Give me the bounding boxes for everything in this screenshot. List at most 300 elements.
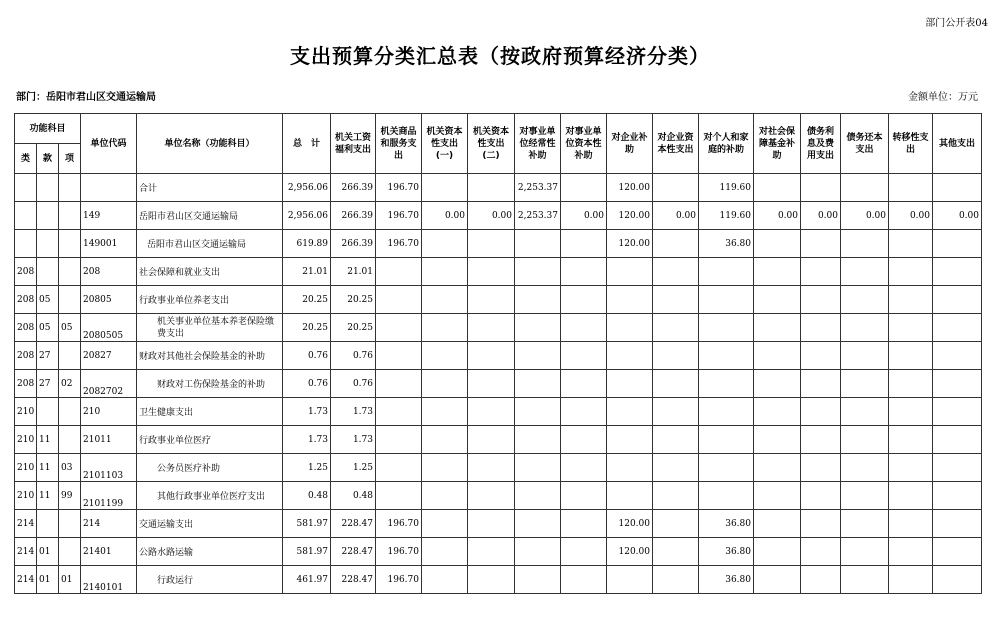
cell-c8 bbox=[653, 454, 699, 482]
cell-c5 bbox=[515, 370, 561, 398]
cell-c9 bbox=[699, 426, 754, 454]
cell-name: 合计 bbox=[137, 174, 283, 202]
cell-total: 2,956.06 bbox=[283, 174, 331, 202]
cell-c12 bbox=[841, 566, 889, 594]
cell-total: 619.89 bbox=[283, 230, 331, 258]
cell-total: 20.25 bbox=[283, 286, 331, 314]
cell-c11 bbox=[801, 342, 841, 370]
cell-c9 bbox=[699, 286, 754, 314]
cell-c11 bbox=[801, 454, 841, 482]
cell-total: 21.01 bbox=[283, 258, 331, 286]
cell-name: 卫生健康支出 bbox=[137, 398, 283, 426]
cell-c1: 0.76 bbox=[331, 342, 376, 370]
cell-c4 bbox=[468, 370, 515, 398]
header-c4: 机关资本性支出(二) bbox=[468, 114, 515, 174]
cell-c13 bbox=[889, 370, 933, 398]
cell-name: 公务员医疗补助 bbox=[137, 454, 283, 482]
cell-c12 bbox=[841, 398, 889, 426]
header-unit-name: 单位名称（功能科目） bbox=[137, 114, 283, 174]
cell-name: 交通运输支出 bbox=[137, 510, 283, 538]
table-row bbox=[15, 342, 982, 370]
cell-c1: 228.47 bbox=[331, 538, 376, 566]
cell-c7: 120.00 bbox=[607, 202, 653, 230]
cell-c14 bbox=[933, 258, 982, 286]
cell-c2: 196.70 bbox=[376, 566, 422, 594]
cell-c8 bbox=[653, 398, 699, 426]
cell-kuan bbox=[37, 510, 59, 538]
cell-c9 bbox=[699, 342, 754, 370]
header-c2: 机关商品和服务支出 bbox=[376, 114, 422, 174]
cell-lei: 208 bbox=[15, 370, 37, 398]
cell-kuan: 27 bbox=[37, 370, 59, 398]
cell-c10 bbox=[754, 286, 801, 314]
cell-c12 bbox=[841, 538, 889, 566]
cell-c7 bbox=[607, 286, 653, 314]
cell-c3 bbox=[422, 566, 468, 594]
cell-c11 bbox=[801, 286, 841, 314]
cell-kuan: 01 bbox=[37, 538, 59, 566]
cell-c10: 0.00 bbox=[754, 202, 801, 230]
header-c13: 转移性支出 bbox=[889, 114, 933, 174]
cell-c14 bbox=[933, 286, 982, 314]
cell-name: 岳阳市君山区交通运输局 bbox=[137, 230, 283, 258]
cell-c11: 0.00 bbox=[801, 202, 841, 230]
cell-c5 bbox=[515, 230, 561, 258]
cell-c8 bbox=[653, 314, 699, 342]
cell-code: 149001 bbox=[81, 230, 137, 258]
cell-total: 0.76 bbox=[283, 370, 331, 398]
page-title: 支出预算分类汇总表（按政府预算经济分类） bbox=[290, 44, 710, 68]
cell-c9: 36.80 bbox=[699, 538, 754, 566]
cell-c13 bbox=[889, 314, 933, 342]
header-unit-code: 单位代码 bbox=[81, 114, 137, 174]
cell-total: 581.97 bbox=[283, 510, 331, 538]
cell-c11 bbox=[801, 426, 841, 454]
cell-c10 bbox=[754, 174, 801, 202]
cell-c2 bbox=[376, 342, 422, 370]
cell-c6 bbox=[561, 286, 607, 314]
cell-c7 bbox=[607, 342, 653, 370]
cell-c11 bbox=[801, 230, 841, 258]
cell-code: 20827 bbox=[81, 342, 137, 370]
cell-c3 bbox=[422, 286, 468, 314]
table-row bbox=[15, 426, 982, 454]
header-c3: 机关资本性支出(一) bbox=[422, 114, 468, 174]
header-lei: 类 bbox=[15, 144, 37, 174]
header-c7: 对企业补助 bbox=[607, 114, 653, 174]
table-row bbox=[15, 314, 982, 342]
cell-c8: 0.00 bbox=[653, 202, 699, 230]
header-c9: 对个人和家庭的补助 bbox=[699, 114, 754, 174]
table-row bbox=[15, 566, 982, 594]
cell-lei: 208 bbox=[15, 286, 37, 314]
cell-c9: 119.60 bbox=[699, 202, 754, 230]
cell-c9: 119.60 bbox=[699, 174, 754, 202]
cell-xiang bbox=[59, 510, 81, 538]
cell-c2 bbox=[376, 370, 422, 398]
cell-c14 bbox=[933, 538, 982, 566]
table-row bbox=[15, 398, 982, 426]
cell-c14 bbox=[933, 566, 982, 594]
cell-c12 bbox=[841, 314, 889, 342]
cell-c13 bbox=[889, 426, 933, 454]
cell-c6 bbox=[561, 370, 607, 398]
header-func-subject: 功能科目 bbox=[15, 114, 81, 144]
cell-c7 bbox=[607, 370, 653, 398]
cell-c6 bbox=[561, 174, 607, 202]
cell-c5: 2,253.37 bbox=[515, 174, 561, 202]
cell-c1: 1.73 bbox=[331, 426, 376, 454]
cell-total: 1.73 bbox=[283, 398, 331, 426]
cell-c5 bbox=[515, 258, 561, 286]
cell-c14 bbox=[933, 230, 982, 258]
cell-c12 bbox=[841, 230, 889, 258]
cell-c10 bbox=[754, 538, 801, 566]
cell-c2 bbox=[376, 258, 422, 286]
cell-c3 bbox=[422, 510, 468, 538]
cell-c3 bbox=[422, 538, 468, 566]
cell-lei bbox=[15, 202, 37, 230]
cell-code: 210 bbox=[81, 398, 137, 426]
cell-c10 bbox=[754, 370, 801, 398]
table-row bbox=[15, 230, 982, 258]
cell-c7 bbox=[607, 454, 653, 482]
cell-lei: 210 bbox=[15, 426, 37, 454]
cell-code: 208 bbox=[81, 258, 137, 286]
cell-kuan: 11 bbox=[37, 426, 59, 454]
cell-c11 bbox=[801, 174, 841, 202]
cell-c14 bbox=[933, 398, 982, 426]
cell-c9: 36.80 bbox=[699, 230, 754, 258]
cell-c2: 196.70 bbox=[376, 510, 422, 538]
cell-c12 bbox=[841, 510, 889, 538]
cell-lei: 210 bbox=[15, 482, 37, 510]
cell-c1: 266.39 bbox=[331, 202, 376, 230]
cell-name: 公路水路运输 bbox=[137, 538, 283, 566]
cell-xiang bbox=[59, 202, 81, 230]
cell-code: 214 bbox=[81, 510, 137, 538]
header-xiang: 项 bbox=[59, 144, 81, 174]
cell-lei bbox=[15, 230, 37, 258]
cell-c11 bbox=[801, 482, 841, 510]
cell-c2: 196.70 bbox=[376, 230, 422, 258]
cell-kuan: 01 bbox=[37, 566, 59, 594]
table-body bbox=[15, 174, 982, 594]
cell-c5 bbox=[515, 342, 561, 370]
cell-c14 bbox=[933, 342, 982, 370]
cell-c8 bbox=[653, 342, 699, 370]
cell-c5 bbox=[515, 426, 561, 454]
cell-c5 bbox=[515, 510, 561, 538]
cell-name: 行政事业单位医疗 bbox=[137, 426, 283, 454]
cell-c1: 0.48 bbox=[331, 482, 376, 510]
cell-c2: 196.70 bbox=[376, 202, 422, 230]
table-row bbox=[15, 370, 982, 398]
cell-c8 bbox=[653, 566, 699, 594]
cell-c10 bbox=[754, 314, 801, 342]
header-c14: 其他支出 bbox=[933, 114, 982, 174]
cell-c6 bbox=[561, 314, 607, 342]
cell-c10 bbox=[754, 426, 801, 454]
cell-c4 bbox=[468, 566, 515, 594]
cell-c14 bbox=[933, 426, 982, 454]
cell-c13 bbox=[889, 230, 933, 258]
header-c10: 对社会保障基金补助 bbox=[754, 114, 801, 174]
cell-c6 bbox=[561, 566, 607, 594]
cell-lei: 214 bbox=[15, 538, 37, 566]
cell-xiang bbox=[59, 258, 81, 286]
cell-c12: 0.00 bbox=[841, 202, 889, 230]
cell-c4 bbox=[468, 286, 515, 314]
cell-lei: 214 bbox=[15, 510, 37, 538]
cell-code bbox=[81, 174, 137, 202]
cell-c4 bbox=[468, 538, 515, 566]
cell-c12 bbox=[841, 174, 889, 202]
cell-c13 bbox=[889, 398, 933, 426]
cell-xiang bbox=[59, 342, 81, 370]
cell-c7: 120.00 bbox=[607, 174, 653, 202]
cell-c1: 228.47 bbox=[331, 566, 376, 594]
cell-c14 bbox=[933, 174, 982, 202]
cell-c9 bbox=[699, 398, 754, 426]
cell-c3 bbox=[422, 258, 468, 286]
cell-c7 bbox=[607, 314, 653, 342]
cell-c11 bbox=[801, 258, 841, 286]
cell-c9: 36.80 bbox=[699, 566, 754, 594]
cell-total: 20.25 bbox=[283, 314, 331, 342]
cell-c10 bbox=[754, 258, 801, 286]
cell-c13 bbox=[889, 342, 933, 370]
cell-c11 bbox=[801, 314, 841, 342]
cell-c8 bbox=[653, 426, 699, 454]
cell-c8 bbox=[653, 510, 699, 538]
cell-c1: 266.39 bbox=[331, 230, 376, 258]
cell-c11 bbox=[801, 566, 841, 594]
table-row bbox=[15, 174, 982, 202]
cell-c3 bbox=[422, 482, 468, 510]
cell-c2 bbox=[376, 426, 422, 454]
cell-c4 bbox=[468, 342, 515, 370]
cell-c13 bbox=[889, 482, 933, 510]
header-c11: 债务利息及费用支出 bbox=[801, 114, 841, 174]
cell-kuan: 27 bbox=[37, 342, 59, 370]
cell-c12 bbox=[841, 370, 889, 398]
cell-xiang bbox=[59, 426, 81, 454]
header-total: 总 计 bbox=[283, 114, 331, 174]
cell-c2: 196.70 bbox=[376, 538, 422, 566]
cell-c3 bbox=[422, 426, 468, 454]
cell-c12 bbox=[841, 258, 889, 286]
cell-lei: 208 bbox=[15, 342, 37, 370]
cell-c12 bbox=[841, 342, 889, 370]
cell-c3 bbox=[422, 398, 468, 426]
cell-c14 bbox=[933, 510, 982, 538]
table-row bbox=[15, 482, 982, 510]
cell-c6 bbox=[561, 482, 607, 510]
cell-c14 bbox=[933, 370, 982, 398]
table-row bbox=[15, 202, 982, 230]
cell-c8 bbox=[653, 538, 699, 566]
header-c1: 机关工资福利支出 bbox=[331, 114, 376, 174]
expenditure-table bbox=[14, 113, 982, 594]
cell-xiang bbox=[59, 174, 81, 202]
cell-c7 bbox=[607, 398, 653, 426]
cell-c2: 196.70 bbox=[376, 174, 422, 202]
cell-c11 bbox=[801, 370, 841, 398]
cell-c14 bbox=[933, 454, 982, 482]
cell-c14 bbox=[933, 482, 982, 510]
cell-c8 bbox=[653, 482, 699, 510]
cell-xiang: 05 bbox=[59, 314, 81, 342]
cell-c1: 20.25 bbox=[331, 314, 376, 342]
table-row bbox=[15, 454, 982, 482]
cell-c2 bbox=[376, 398, 422, 426]
cell-c5 bbox=[515, 286, 561, 314]
cell-c12 bbox=[841, 286, 889, 314]
cell-kuan: 11 bbox=[37, 454, 59, 482]
cell-c4 bbox=[468, 510, 515, 538]
table-row bbox=[15, 538, 982, 566]
cell-c4 bbox=[468, 426, 515, 454]
cell-c5 bbox=[515, 454, 561, 482]
cell-c7: 120.00 bbox=[607, 230, 653, 258]
cell-c8 bbox=[653, 174, 699, 202]
cell-c10 bbox=[754, 398, 801, 426]
cell-c9 bbox=[699, 370, 754, 398]
cell-c8 bbox=[653, 370, 699, 398]
cell-c1: 20.25 bbox=[331, 286, 376, 314]
cell-xiang: 01 bbox=[59, 566, 81, 594]
cell-c5 bbox=[515, 398, 561, 426]
cell-c5 bbox=[515, 538, 561, 566]
cell-code: 21401 bbox=[81, 538, 137, 566]
cell-c10 bbox=[754, 510, 801, 538]
cell-lei: 214 bbox=[15, 566, 37, 594]
cell-c6 bbox=[561, 398, 607, 426]
cell-c11 bbox=[801, 510, 841, 538]
cell-code: 21011 bbox=[81, 426, 137, 454]
cell-c5 bbox=[515, 482, 561, 510]
cell-c4 bbox=[468, 258, 515, 286]
cell-c13 bbox=[889, 258, 933, 286]
cell-c9: 36.80 bbox=[699, 510, 754, 538]
cell-c4 bbox=[468, 230, 515, 258]
cell-c6 bbox=[561, 510, 607, 538]
cell-c8 bbox=[653, 230, 699, 258]
cell-name: 社会保障和就业支出 bbox=[137, 258, 283, 286]
table-row bbox=[15, 258, 982, 286]
cell-xiang: 99 bbox=[59, 482, 81, 510]
cell-c13 bbox=[889, 454, 933, 482]
cell-c10 bbox=[754, 482, 801, 510]
cell-c5 bbox=[515, 314, 561, 342]
cell-c3 bbox=[422, 370, 468, 398]
cell-total: 2,956.06 bbox=[283, 202, 331, 230]
cell-c4: 0.00 bbox=[468, 202, 515, 230]
cell-c8 bbox=[653, 286, 699, 314]
cell-code: 2140101 bbox=[81, 566, 137, 594]
cell-c1: 21.01 bbox=[331, 258, 376, 286]
table-row bbox=[15, 286, 982, 314]
cell-total: 1.73 bbox=[283, 426, 331, 454]
cell-c7 bbox=[607, 566, 653, 594]
amount-unit-label: 金额单位：万元 bbox=[908, 92, 978, 103]
cell-name: 其他行政事业单位医疗支出 bbox=[137, 482, 283, 510]
cell-c1: 1.73 bbox=[331, 398, 376, 426]
cell-c6: 0.00 bbox=[561, 202, 607, 230]
cell-kuan bbox=[37, 398, 59, 426]
cell-lei: 208 bbox=[15, 314, 37, 342]
cell-name: 财政对其他社会保险基金的补助 bbox=[137, 342, 283, 370]
cell-name: 行政运行 bbox=[137, 566, 283, 594]
header-c12: 债务还本支出 bbox=[841, 114, 889, 174]
cell-c4 bbox=[468, 174, 515, 202]
cell-total: 461.97 bbox=[283, 566, 331, 594]
cell-c12 bbox=[841, 482, 889, 510]
cell-xiang bbox=[59, 398, 81, 426]
cell-xiang bbox=[59, 538, 81, 566]
cell-c4 bbox=[468, 314, 515, 342]
cell-c3 bbox=[422, 174, 468, 202]
table-row bbox=[15, 510, 982, 538]
cell-c11 bbox=[801, 538, 841, 566]
cell-c5: 2,253.37 bbox=[515, 202, 561, 230]
cell-xiang: 03 bbox=[59, 454, 81, 482]
cell-kuan: 05 bbox=[37, 314, 59, 342]
header-c5: 对事业单位经常性补助 bbox=[515, 114, 561, 174]
cell-c3: 0.00 bbox=[422, 202, 468, 230]
cell-name: 行政事业单位养老支出 bbox=[137, 286, 283, 314]
cell-c3 bbox=[422, 314, 468, 342]
cell-c13 bbox=[889, 510, 933, 538]
cell-c6 bbox=[561, 426, 607, 454]
cell-c12 bbox=[841, 454, 889, 482]
cell-total: 0.76 bbox=[283, 342, 331, 370]
cell-c13 bbox=[889, 538, 933, 566]
cell-c2 bbox=[376, 454, 422, 482]
cell-total: 0.48 bbox=[283, 482, 331, 510]
cell-xiang bbox=[59, 286, 81, 314]
cell-c6 bbox=[561, 230, 607, 258]
cell-c7 bbox=[607, 426, 653, 454]
cell-c6 bbox=[561, 538, 607, 566]
cell-c2 bbox=[376, 286, 422, 314]
department-label: 部门：岳阳市君山区交通运输局 bbox=[16, 92, 156, 103]
form-number: 部门公开表04 bbox=[925, 18, 988, 29]
header-c8: 对企业资本性支出 bbox=[653, 114, 699, 174]
cell-lei: 210 bbox=[15, 398, 37, 426]
cell-c4 bbox=[468, 398, 515, 426]
cell-c3 bbox=[422, 230, 468, 258]
cell-c4 bbox=[468, 454, 515, 482]
cell-c8 bbox=[653, 258, 699, 286]
cell-c13 bbox=[889, 566, 933, 594]
cell-c10 bbox=[754, 230, 801, 258]
cell-code: 2082702 bbox=[81, 370, 137, 398]
cell-code: 2101199 bbox=[81, 482, 137, 510]
cell-c9 bbox=[699, 454, 754, 482]
cell-total: 1.25 bbox=[283, 454, 331, 482]
cell-kuan bbox=[37, 174, 59, 202]
cell-c6 bbox=[561, 342, 607, 370]
cell-c4 bbox=[468, 482, 515, 510]
cell-code: 2080505 bbox=[81, 314, 137, 342]
cell-c7 bbox=[607, 482, 653, 510]
cell-kuan bbox=[37, 230, 59, 258]
cell-code: 2101103 bbox=[81, 454, 137, 482]
cell-c11 bbox=[801, 398, 841, 426]
cell-code: 20805 bbox=[81, 286, 137, 314]
